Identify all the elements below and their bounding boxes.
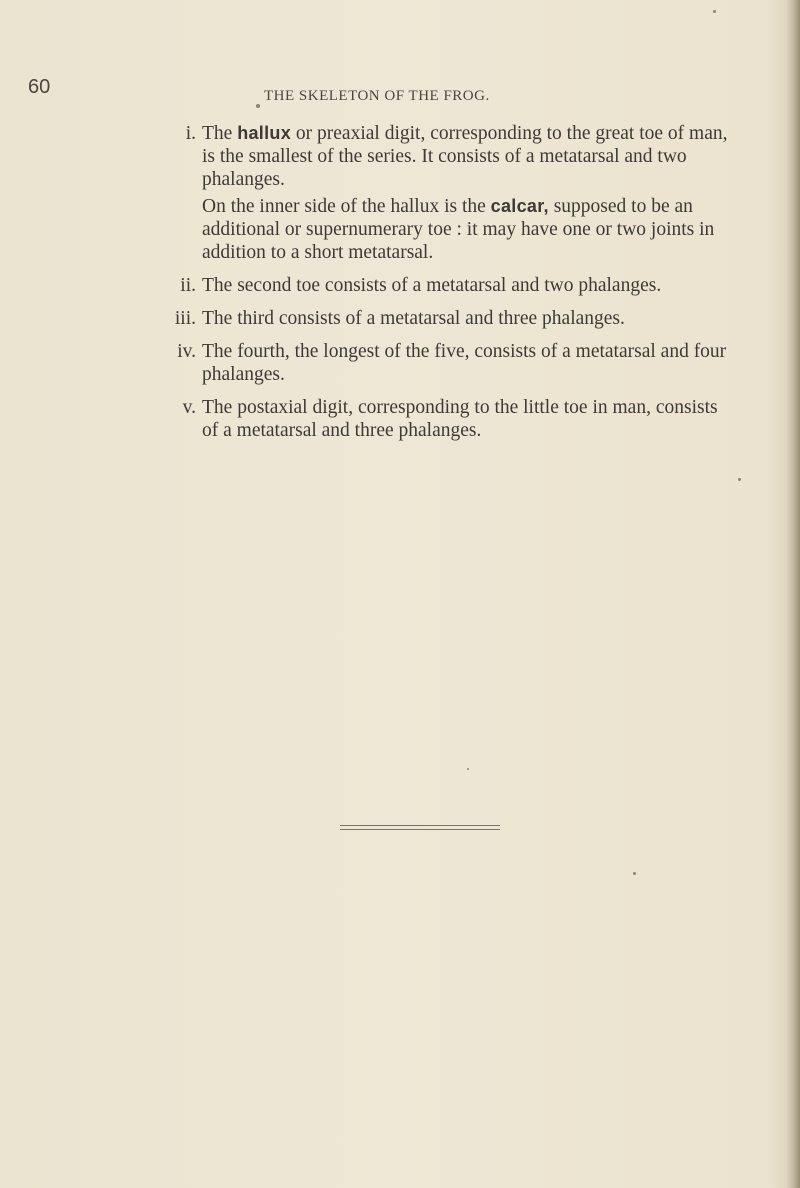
list-numeral: v. [182, 397, 196, 418]
list-numeral: i. [185, 123, 196, 144]
entry-paragraph [202, 122, 737, 191]
running-head: THE SKELETON OF THE FROG. [264, 88, 490, 104]
bold-term: hallux [237, 123, 292, 143]
entry-paragraph: The second toe consists of a metatarsal and two phalanges. [202, 275, 662, 296]
list-numeral: ii. [180, 275, 196, 296]
list-item [177, 340, 737, 386]
paper-speck [713, 10, 716, 13]
entry-paragraph: The postaxial digit, corresponding to the little toe in man, consists of a metatarsal and three phalanges. [202, 397, 718, 441]
entry-paragraph: The third consists of a metatarsal and three phalanges. [202, 308, 625, 329]
list-item [185, 122, 737, 264]
entry-text: or preaxial digit, corresponding to the great toe of man, is the smallest of the series. It consists of a metatarsal and two phalanges. [202, 123, 728, 190]
bold-term: calcar, [490, 196, 549, 216]
entry-continuation [202, 195, 737, 264]
list-numeral: iii. [174, 308, 196, 329]
section-divider [340, 825, 500, 826]
entry-text: On the inner side of the hallux is the [202, 196, 491, 217]
section-divider [340, 829, 500, 830]
paper-speck [467, 768, 469, 770]
entry-text: The [202, 123, 238, 144]
list-numeral: iv. [177, 341, 196, 362]
list-item [174, 307, 737, 330]
entry-paragraph: The fourth, the longest of the five, consists of a metatarsal and four phalanges. [202, 341, 727, 385]
digit-list [0, 122, 800, 452]
entry-text: supposed to be an additional or supernumerary toe : it may have one or two joints in addition to a short metatarsal. [202, 196, 715, 263]
paper-speck [633, 872, 636, 875]
paper-speck [738, 478, 741, 481]
paper-speck [256, 104, 260, 108]
page-number: 60 [28, 76, 51, 98]
list-item [182, 396, 737, 442]
list-item [180, 274, 737, 297]
